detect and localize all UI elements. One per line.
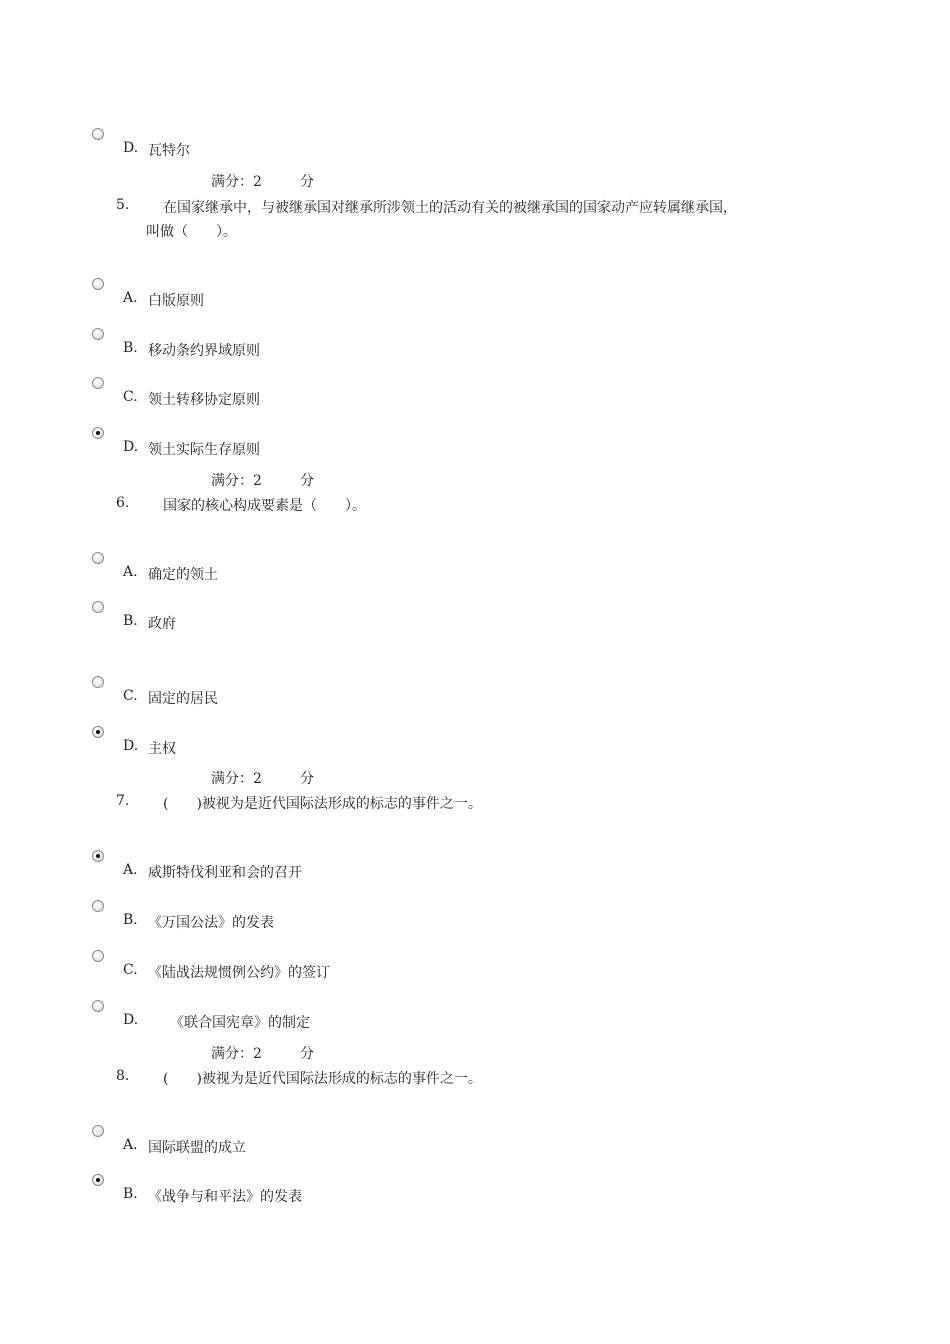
option-letter: B. [123,340,138,356]
question-text: ( )被视为是近代国际法形成的标志的事件之一。 [163,1071,482,1087]
option-radio-q5-a[interactable] [92,278,104,290]
score-label: 满分：2 [211,473,262,489]
option-text: 国际联盟的成立 [148,1140,246,1156]
option-text: 威斯特伐利亚和会的召开 [148,865,302,881]
question-number: 7. [116,793,130,809]
option-letter: A. [123,1137,138,1153]
option-text: 《战争与和平法》的发表 [148,1189,302,1205]
option-text: 白版原则 [148,293,204,309]
score-unit: 分 [300,473,314,489]
option-letter: B. [123,912,138,928]
option-letter: D. [123,1012,139,1028]
option-letter: C. [123,688,138,704]
option-letter: D. [123,140,139,156]
option-text: 固定的居民 [148,691,218,707]
option-letter: D. [123,738,139,754]
question-text-continued: 叫做（ ）。 [146,224,237,240]
score-label: 满分：2 [211,1046,262,1062]
score-label: 满分：2 [211,771,262,787]
option-text: 领土转移协定原则 [148,392,260,408]
question-number: 5. [116,197,130,213]
question-number: 6. [116,495,130,511]
option-letter: C. [123,389,138,405]
option-radio-q5-d-selected[interactable] [92,427,104,439]
score-unit: 分 [300,771,314,787]
option-radio-q7-d[interactable] [92,1000,104,1012]
option-text: 移动条约界域原则 [148,343,260,359]
score-label: 满分：2 [211,174,262,190]
question-text: 在国家继承中，与被继承国对继承所涉领土的活动有关的被继承国的国家动产应转属继承国， [163,200,737,216]
option-radio-q6-c[interactable] [92,676,104,688]
option-text: 确定的领土 [148,567,218,583]
option-radio-q6-d-selected[interactable] [92,726,104,738]
option-text: 领土实际生存原则 [148,442,260,458]
option-radio-q5-c[interactable] [92,377,104,389]
option-radio-q8-a[interactable] [92,1125,104,1137]
question-number: 8. [116,1068,130,1084]
option-radio-q6-b[interactable] [92,601,104,613]
option-text: 《陆战法规惯例公约》的签订 [148,965,330,981]
question-text: 国家的核心构成要素是（ ）。 [163,498,366,514]
score-unit: 分 [300,1046,314,1062]
option-text: 政府 [148,616,176,632]
option-radio-q6-a[interactable] [92,552,104,564]
option-radio-q5-b[interactable] [92,328,104,340]
question-text: ( )被视为是近代国际法形成的标志的事件之一。 [163,796,482,812]
option-radio-q7-b[interactable] [92,900,104,912]
option-radio-q7-c[interactable] [92,950,104,962]
option-letter: A. [123,290,138,306]
score-unit: 分 [300,174,314,190]
option-letter: B. [123,613,138,629]
option-radio-q4-d[interactable] [92,128,104,140]
option-letter: A. [123,564,138,580]
option-text: 主权 [148,741,176,757]
option-text: 瓦特尔 [148,143,190,159]
option-text: 《万国公法》的发表 [148,915,274,931]
option-letter: D. [123,439,139,455]
option-letter: A. [123,862,138,878]
option-radio-q7-a-selected[interactable] [92,850,104,862]
option-text: 《联合国宪章》的制定 [170,1015,310,1031]
option-radio-q8-b-selected[interactable] [92,1174,104,1186]
option-letter: C. [123,962,138,978]
option-letter: B. [123,1186,138,1202]
